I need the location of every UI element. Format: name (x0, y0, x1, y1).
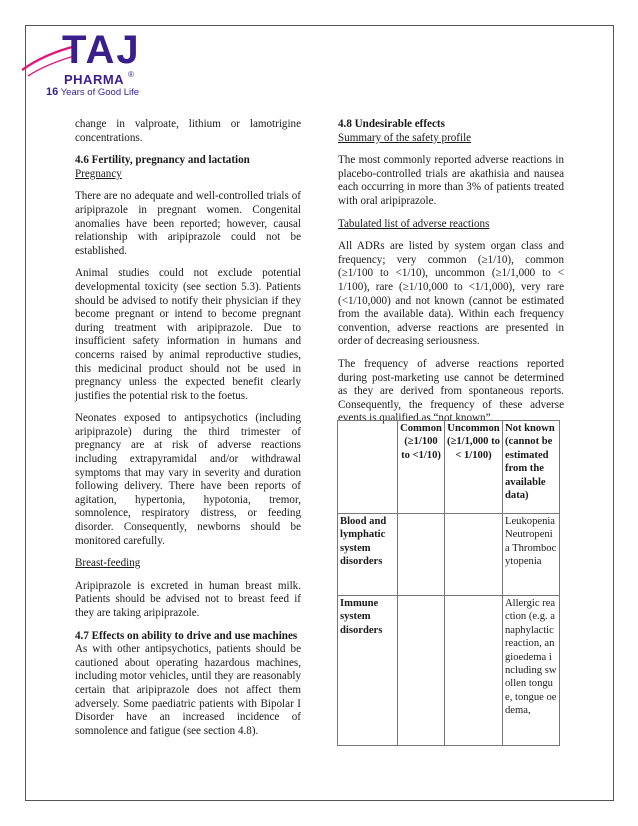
logo-sub: PHARMA (64, 72, 125, 87)
section-heading-4-8: 4.8 Undesirable effects (338, 118, 445, 130)
paragraph: The frequency of adverse reactions reported during post-marketing use cannot be determined as they are derived from spontaneous reports. Consequently, the frequency of these adverse events is qualified as “not known”. (338, 357, 564, 425)
right-column (338, 118, 564, 435)
subheading-breast-feeding: Breast-feeding (75, 557, 141, 570)
logo-tag-number: 16 (46, 86, 59, 98)
table-header-row (338, 421, 560, 514)
section-heading-4-6: 4.6 Fertility, pregnancy and lactation (75, 154, 250, 167)
table-cell (445, 514, 503, 596)
paragraph: All ADRs are listed by system organ class and frequency; very common (≥1/10), common (≥1/100 to <1/10), uncommon (≥1/1,000 to < 1/100), rare (≥1/10,000 to <1/1,000), very rare (<1/10,000) and not known (cannot be estimated from the available data). Within each frequency convention, adverse reactions are presented in order of decreasing seriousness. (338, 240, 564, 348)
paragraph: Neonates exposed to antipsychotics (including aripiprazole) during the third trimester of pregnancy are at risk of adverse reactions including extrapyramidal and/or withdrawal symptoms that may vary in severity and duration following delivery. There have been reports of agitation, hypertonia, hypotonia, tremor, somnolence, respiratory distress, or feeding disorder. Consequently, newborns should be monitored carefully. (75, 412, 301, 547)
subheading-summary: Summary of the safety profile (338, 131, 472, 144)
section-heading-4-7: 4.7 Effects on ability to drive and use machines (75, 629, 298, 642)
logo-tag-text: Years of Good Life (60, 87, 140, 98)
logo-tagline (46, 86, 139, 98)
paragraph: There are no adequate and well-controlled trials of aripiprazole in pregnant women. Congenital anomalies have been reported; however, causal relationship with aripiprazole could not be established. (75, 190, 301, 257)
table-row (338, 514, 560, 596)
taj-pharma-logo (18, 28, 158, 98)
table-cell (398, 596, 445, 746)
left-column (75, 118, 301, 747)
paragraph: Animal studies could not exclude potential developmental toxicity (see section 5.3). Patients should be advised to notify their physician if they become pregnant or intend to become pregnant during treatment with aripiprazole. Due to insufficient safety information in humans and concerns raised by animal reproductive studies, this medicinal product should not be used in pregnancy unless the expected benefit clearly justifies the potential risk to the foetus. (75, 267, 301, 402)
paragraph: Aripiprazole is excreted in human breast milk. Patients should be advised not to breast feed if they are taking aripiprazole. (75, 579, 301, 619)
table-header-cell: Common (≥1/100 to <1/10) (398, 421, 445, 514)
logo-reg-mark: ® (128, 70, 134, 79)
table-header-cell: Not known (cannot be estimated from the available data) (503, 421, 560, 514)
subheading-pregnancy: Pregnancy (75, 167, 122, 180)
paragraph: As with other antipsychotics, patients should be cautioned about operating hazardous machines, including motor vehicles, until they are reasonably certain that aripiprazole does not affect them adversely. Some paediatric patients with Bipolar I Disorder have an increased incidence of somnolence and fatigue (see section 4.8). (75, 643, 301, 737)
table-cell: Leukopenia Neutropenia Thrombocytopenia (503, 514, 560, 596)
table-row (338, 596, 560, 746)
table-header-cell: Uncommon (≥1/1,000 to < 1/100) (445, 421, 503, 514)
paragraph: change in valproate, lithium or lamotrigine concentrations. (75, 118, 301, 144)
table-cell (445, 596, 503, 746)
table-cell: Allergic reaction (e.g. anaphylactic reaction, angioedema including swollen tongue, tongue oedema, (503, 596, 560, 746)
paragraph: The most commonly reported adverse reactions in placebo-controlled trials are akathisia and nausea each occurring in more than 3% of patients treated with oral aripiprazole. (338, 154, 564, 207)
subheading-tabulated: Tabulated list of adverse reactions (338, 217, 490, 230)
logo-brand: TAJ (62, 28, 141, 72)
table-cell (398, 514, 445, 596)
table-header-cell (338, 421, 398, 514)
adverse-reactions-table (337, 420, 560, 746)
table-row-header: Blood and lymphatic system disorders (338, 514, 398, 596)
table-row-header: Immune system disorders (338, 596, 398, 746)
